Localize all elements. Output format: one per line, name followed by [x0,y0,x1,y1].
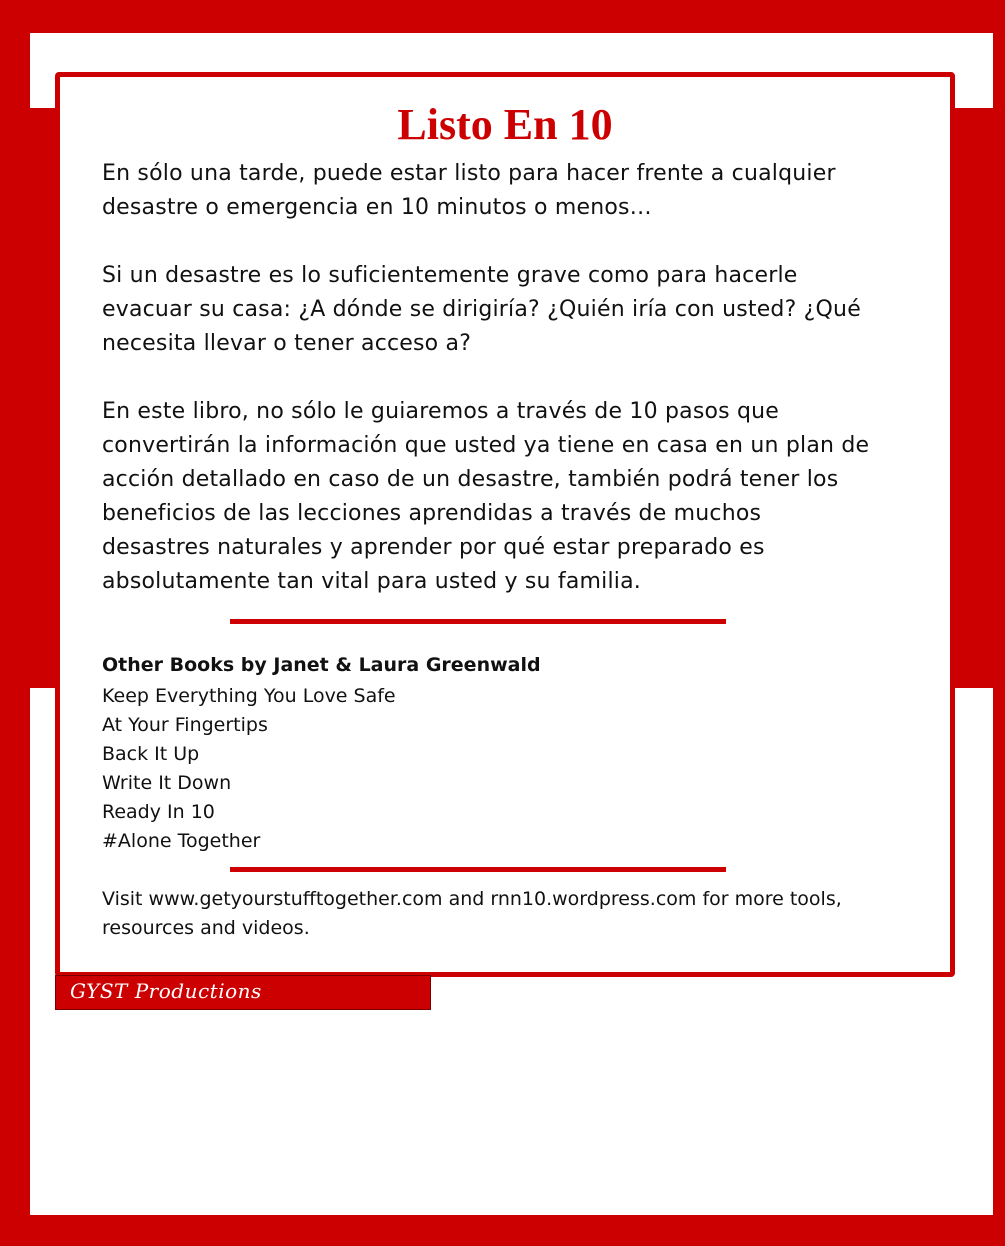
other-books-heading: Other Books by Janet & Laura Greenwald [102,654,541,676]
book-item: Write It Down [102,772,232,794]
description-paragraph: En este libro, no sólo le guiaremos a través de 10 pasos que convertirán la información que usted ya tiene en casa en un plan de acción detallado en caso de un desastre, también podrá tener los beneficios de las lecciones aprendidas a través de muchos desastres naturales y aprender por qué estar preparado es absolutamente tan vital para usted y su familia. [102,399,870,594]
book-item: At Your Fingertips [102,714,268,736]
question-paragraph: Si un desastre es lo suficientemente grave como para hacerle evacuar su casa: ¿A dónde se dirigiría? ¿Quién iría con usted? ¿Qué necesita llevar o tener acceso a? [102,263,861,356]
divider-bottom [230,867,726,872]
book-title: Listo En 10 [397,100,613,149]
intro-paragraph: En sólo una tarde, puede estar listo para hacer frente a cualquier desastre o emergencia en 10 minutos o menos… [102,161,836,220]
book-item: #Alone Together [102,830,261,852]
book-item: Ready In 10 [102,801,215,823]
other-books-list [102,682,396,856]
publisher-name: GYST Productions [70,979,262,1003]
publisher-label [55,975,431,1010]
book-item: Keep Everything You Love Safe [102,685,396,707]
content-card [55,72,955,977]
divider-top [230,619,726,624]
visit-text: Visit www.getyourstufftogether.com and rnn10.wordpress.com for more tools, resources and videos. [102,888,842,939]
book-item: Back It Up [102,743,200,765]
